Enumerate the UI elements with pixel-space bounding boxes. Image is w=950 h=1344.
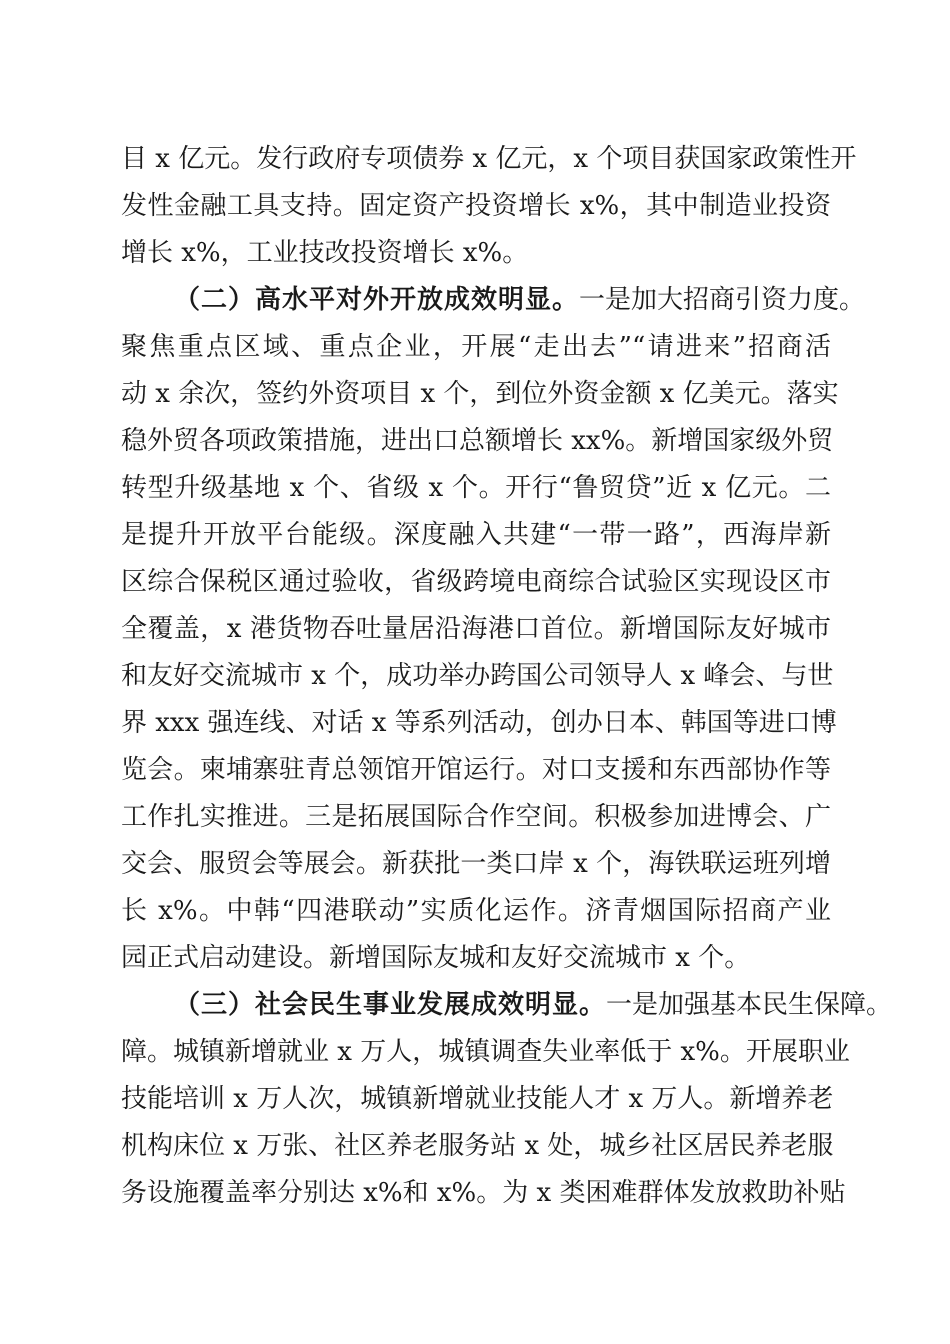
section-2-heading: （二）高水平对外开放成效明显。 — [174, 285, 580, 315]
body-line: 技能培训 x 万人次，城镇新增就业技能人才 x 万人。新增养老 — [121, 1084, 834, 1114]
body-line: 区综合保税区通过验收，省级跨境电商综合试验区实现设区市 — [121, 567, 831, 597]
body-line: 机构床位 x 万张、社区养老服务站 x 处，城乡社区居民养老服 — [121, 1131, 834, 1161]
body-line: 稳外贸各项政策措施，进出口总额增长 xx%。新增国家级外贸 — [121, 426, 834, 456]
body-line: 动 x 余次，签约外资项目 x 个，到位外资金额 x 亿美元。落实 — [121, 379, 839, 409]
body-line: 和友好交流城市 x 个，成功举办跨国公司领导人 x 峰会、与世 — [121, 661, 834, 691]
section-3-heading: （三）社会民生事业发展成效明显。 — [174, 990, 607, 1020]
body-line: 交会、服贸会等展会。新获批一类口岸 x 个，海铁联运班列增 — [121, 849, 831, 879]
body-line: 工作扎实推进。三是拓展国际合作空间。积极参加进博会、广 — [121, 802, 831, 832]
body-line: 长 x%。中韩“四港联动”实质化运作。济青烟国际招商产业 — [121, 896, 831, 926]
body-line: 是提升开放平台能级。深度融入共建“一带一路”，西海岸新 — [121, 520, 831, 550]
body-line: 发性金融工具支持。固定资产投资增长 x%，其中制造业投资 — [121, 191, 831, 221]
section-3-lead: 一是加强基本民生保障。 — [606, 990, 893, 1020]
body-line: 增长 x%，工业技改投资增长 x%。 — [121, 238, 529, 268]
body-line: 障。城镇新增就业 x 万人，城镇调查失业率低于 x%。开展职业 — [121, 1037, 850, 1067]
body-line: 览会。柬埔寨驻青总领馆开馆运行。对口支援和东西部协作等 — [121, 755, 831, 785]
body-line: 转型升级基地 x 个、省级 x 个。开行“鲁贸贷”近 x 亿元。二 — [121, 473, 831, 503]
section-3-first-line — [174, 983, 893, 1027]
body-line: 聚焦重点区域、重点企业，开展“走出去”“请进来”招商活 — [121, 332, 831, 362]
body-line: 界 xxx 强连线、对话 x 等系列活动，创办日本、韩国等进口博 — [121, 708, 837, 738]
section-2-first-line — [174, 278, 866, 322]
body-line: 目 x 亿元。发行政府专项债券 x 亿元，x 个项目获国家政策性开 — [121, 144, 857, 174]
body-line: 园正式启动建设。新增国际友城和友好交流城市 x 个。 — [121, 943, 751, 973]
body-line: 全覆盖，x 港货物吞吐量居沿海港口首位。新增国际友好城市 — [121, 614, 831, 644]
body-line: 务设施覆盖率分别达 x%和 x%。为 x 类困难群体发放救助补贴 — [121, 1178, 846, 1208]
section-2-lead: 一是加大招商引资力度。 — [579, 285, 866, 315]
